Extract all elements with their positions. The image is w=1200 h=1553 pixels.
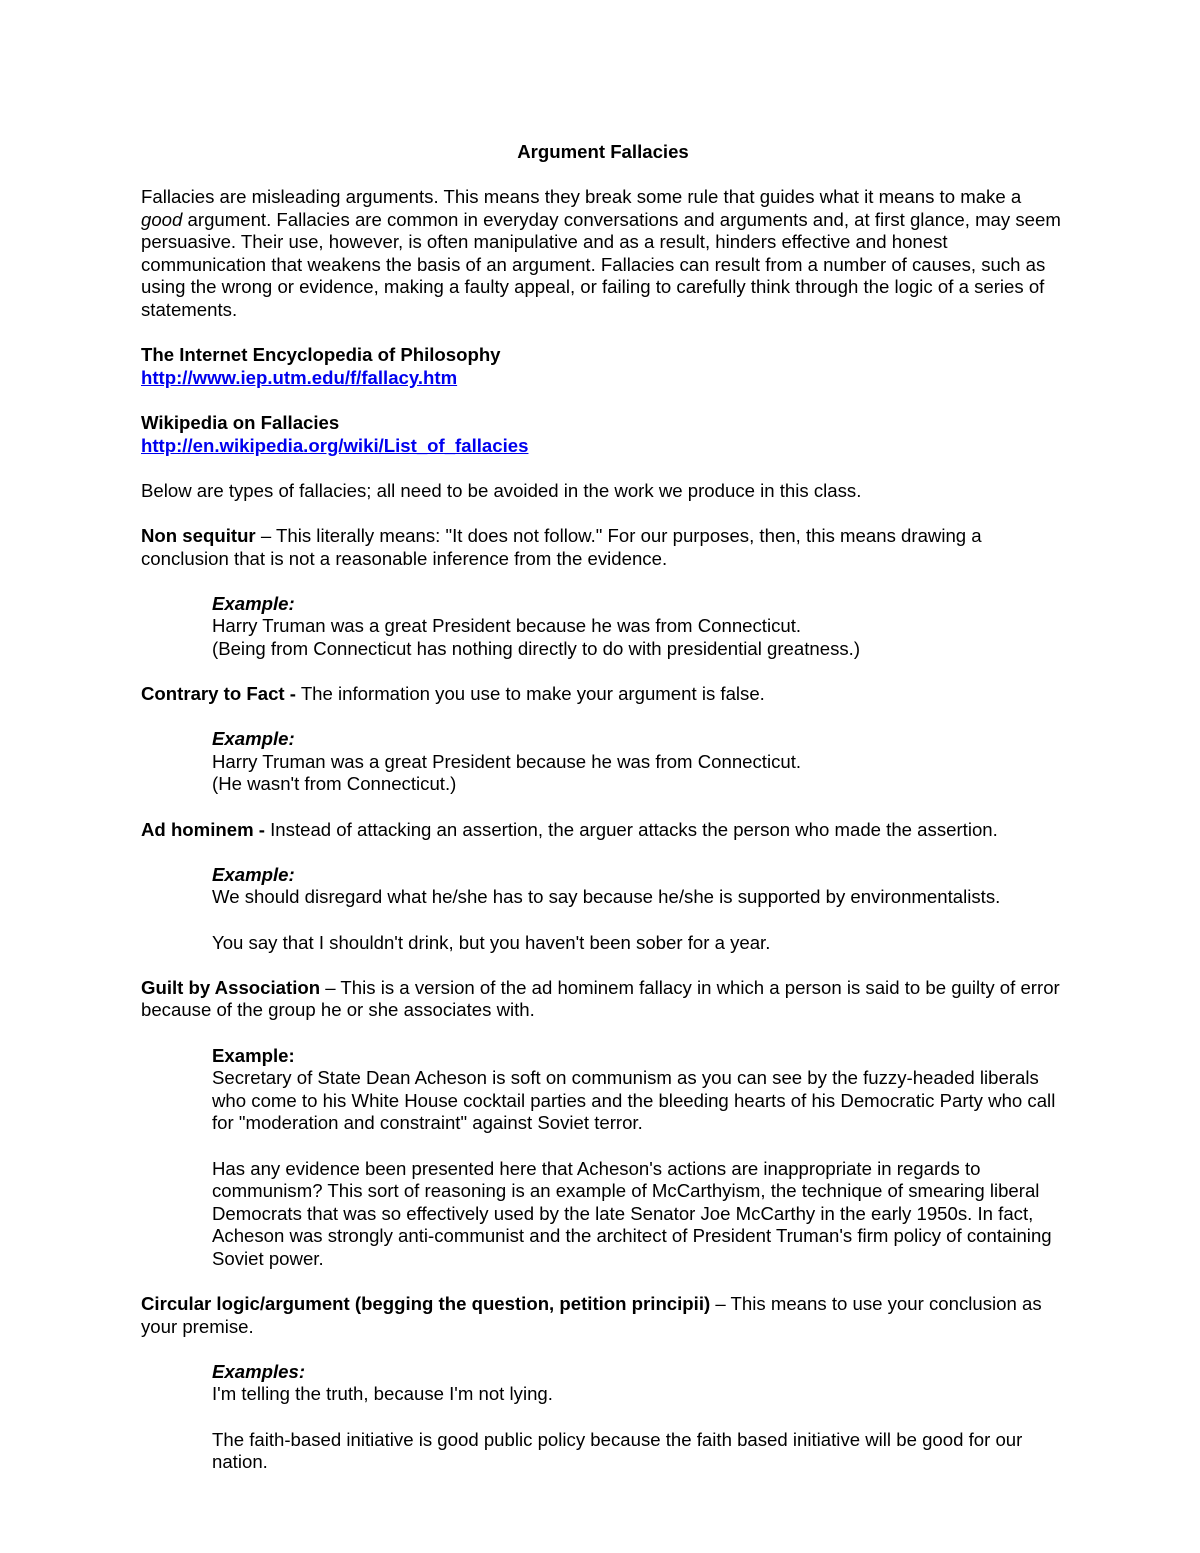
source-link[interactable]: http://www.iep.utm.edu/f/fallacy.htm <box>141 366 458 388</box>
intro-emphasis: good <box>141 208 183 230</box>
example-extra: You say that I shouldn't drink, but you haven't been sober for a year. <box>212 931 771 953</box>
source-iep <box>141 344 1066 389</box>
fallacy-def: Instead of attacking an assertion, the arguer attacks the person who made the assertion. <box>270 818 998 840</box>
fallacy-term: Circular logic/argument (begging the question, petition principii) <box>141 1293 711 1315</box>
example-line: I'm telling the truth, because I'm not lying. <box>212 1383 553 1405</box>
intro-text-a: Fallacies are misleading arguments. This means they break some rule that guides what it means to make a <box>141 186 1022 207</box>
example-label: Example: <box>212 592 295 614</box>
fallacy-term: Guilt by Association <box>141 976 321 998</box>
example-line: We should disregard what he/she has to say because he/she is supported by environmentalists. <box>212 886 1001 908</box>
fallacy-definition <box>141 683 1066 706</box>
example-line: (Being from Connecticut has nothing directly to do with presidential greatness.) <box>212 637 861 659</box>
fallacy-def: The information you use to make your argument is false. <box>300 683 765 705</box>
fallacy-sep: – <box>710 1293 731 1315</box>
document-body <box>141 186 1066 1474</box>
fallacy-def: This literally means: "It does not follow." For our purposes, then, this means drawing a conclusion that is not a reasonable inference from the evidence. <box>141 524 982 569</box>
fallacy-definition <box>141 525 1066 570</box>
fallacy-definition <box>141 977 1066 1022</box>
example-extra: Has any evidence been presented here that Acheson's actions are inappropriate in regards to communism? This sort of reasoning is an example of McCarthyism, the technique of smearing liberal Democrats that was so effectively used by the late Senator Joe McCarthy in the early 1950s. In fact, Acheson was strongly anti-communist and the architect of President Truman's firm policy of containing Soviet power. <box>212 1157 1052 1269</box>
fallacy-definition <box>141 1293 1066 1338</box>
fallacy-sep: – <box>255 524 277 546</box>
example-block <box>141 593 1066 661</box>
example-label: Example: <box>212 728 295 750</box>
example-label: Example: <box>212 863 295 885</box>
fallacy-def: This is a version of the ad hominem fallacy in which a person is said to be guilty of error because of the group he or she associates with. <box>141 976 1060 1021</box>
fallacy-term: Non sequitur <box>141 524 256 546</box>
fallacy-sep: – <box>320 976 341 998</box>
example-line: Secretary of State Dean Acheson is soft on communism as you can see by the fuzzy-headed liberals who come to his White House cocktail parties and the bleeding hearts of his Democratic Party who call for "moderation and constraint" against Soviet terror. <box>212 1067 1056 1134</box>
fallacy-def: This means to use your conclusion as your premise. <box>141 1293 1042 1337</box>
source-wikipedia <box>141 412 1066 457</box>
example-block <box>141 1361 1066 1406</box>
intro-text-b: argument. Fallacies are common in everyday conversations and arguments and, at first glance, may seem persuasive. Their use, however, is often manipulative and as a result, hinders effective and honest communication that weakens the basis of an argument. Fallacies can result from a number of causes, such as using the wrong or evidence, making a faulty appeal, or failing to carefully think through the logic of a series of statements. <box>141 208 1061 320</box>
example-extra: The faith-based initiative is good public policy because the faith based initiative will be good for our nation. <box>212 1428 1023 1473</box>
example-line: Harry Truman was a great President because he was from Connecticut. <box>212 615 802 637</box>
source-name: The Internet Encyclopedia of Philosophy <box>141 344 501 366</box>
example-label: Examples: <box>212 1360 306 1382</box>
below-paragraph: Below are types of fallacies; all need to be avoided in the work we produce in this class. <box>141 479 862 501</box>
example-line: Harry Truman was a great President because he was from Connecticut. <box>212 750 802 772</box>
example-label: Example: <box>212 1044 295 1066</box>
fallacy-definition <box>141 819 1066 842</box>
example-line: (He wasn't from Connecticut.) <box>212 773 457 795</box>
example-block <box>141 728 1066 796</box>
example-block <box>141 1045 1066 1135</box>
intro-paragraph <box>141 186 1066 322</box>
fallacy-term: Contrary to Fact - <box>141 683 296 705</box>
source-name: Wikipedia on Fallacies <box>141 411 340 433</box>
source-link[interactable]: http://en.wikipedia.org/wiki/List_of_fallacies <box>141 434 529 456</box>
document-title: Argument Fallacies <box>517 141 689 162</box>
fallacy-term: Ad hominem - <box>141 818 265 840</box>
example-block <box>141 864 1066 909</box>
